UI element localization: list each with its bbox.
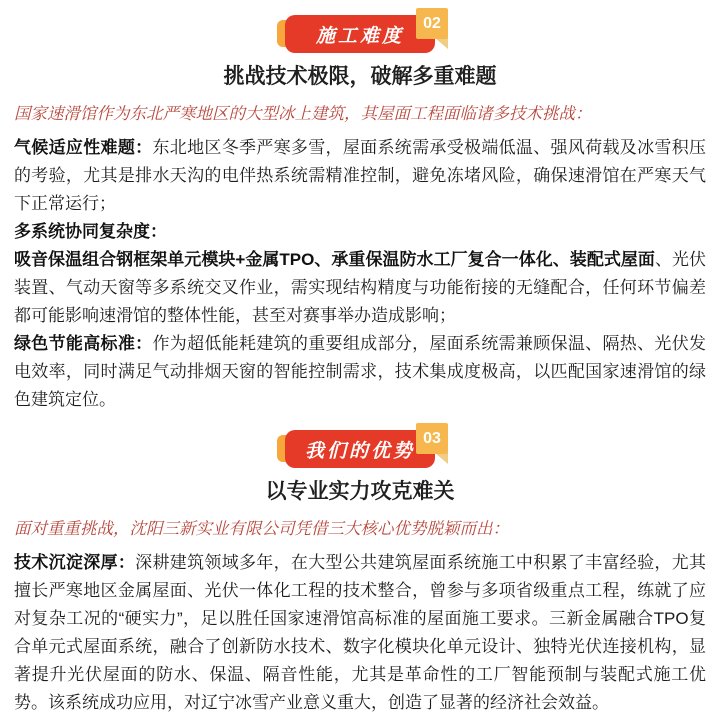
section-difficulty-badge-row	[0, 8, 720, 54]
section-difficulty-badge	[285, 14, 441, 54]
paragraph-green-text: 作为超低能耗建筑的重要组成部分，屋面系统需兼顾保温、隔热、光伏发电效率，同时满足气动排烟天窗的智能控制需求，技术集成度极高，以匹配国家速滑馆的绿色建筑定位。	[14, 334, 707, 409]
section-advantage-badge-row	[0, 423, 720, 469]
paragraph-climate	[14, 134, 706, 218]
paragraph-tech-lead: 技术沉淀深厚：	[14, 553, 136, 572]
section-badge-label: 施工难度	[285, 15, 435, 53]
section-difficulty-intro: 国家速滑馆作为东北严寒地区的大型冰上建筑，其屋面工程面临诸多技术挑战：	[14, 105, 592, 123]
paragraph-multisystem-title: 多系统协同复杂度：	[14, 222, 167, 241]
paragraph-green-lead: 绿色节能高标准：	[14, 334, 153, 353]
paragraph-multisystem-text: 、光伏装置、气动天窗等多系统交叉作业，需实现结构精度与功能衔接的无缝配合，任何环节偏差都可能影响速滑馆的整体性能，甚至对赛事举办造成影响；	[14, 250, 707, 325]
section-advantage-body	[0, 549, 720, 717]
paragraph-multisystem	[14, 246, 706, 330]
paragraph-climate-lead: 气候适应性难题：	[14, 138, 153, 157]
article-page	[0, 8, 720, 721]
paragraph-green-standard	[14, 330, 706, 414]
section-number-badge: 02	[416, 8, 448, 39]
badge-fold-shape	[435, 38, 448, 49]
badge-fold-shape	[435, 453, 448, 464]
section-badge-label: 我们的优势	[285, 430, 435, 468]
paragraph-tech-experience	[14, 549, 706, 717]
paragraph-climate-text: 东北地区冬季严寒多雪，屋面系统需承受极端低温、强风荷载及冰雪积压的考验，尤其是排水天沟的电伴热系统需精准控制，避免冻堵风险，确保速滑馆在严寒天气下正常运行；	[14, 138, 707, 213]
section-difficulty-heading: 挑战技术极限，破解多重难题	[223, 65, 497, 88]
section-number-badge: 03	[416, 423, 448, 454]
section-difficulty-body	[0, 134, 720, 414]
section-advantage-badge	[285, 429, 441, 469]
paragraph-multisystem-lead: 吸音保温组合钢框架单元模块+金属TPO、承重保温防水工厂复合一体化、装配式屋面	[14, 250, 655, 269]
section-advantage-intro: 面对重重挑战，沈阳三新实业有限公司凭借三大核心优势脱颖而出：	[14, 520, 509, 538]
paragraph-tech-text: 深耕建筑领域多年，在大型公共建筑屋面系统施工中积累了丰富经验，尤其擅长严寒地区金属屋面、光伏一体化工程的技术整合，曾参与多项省级重点工程，练就了应对复杂工况的“硬实力”，足以胜任国家速滑馆高标准的屋面施工要求。三新金属融合TPO复合单元式屋面系统，融合了创新防水技术、数字化模块化单元设计、独特光伏连接机构，显著提升光伏屋面的防水、保温、隔音性能，尤其是革命性的工厂智能预制与装配式施工优势。该系统成功应用，对辽宁冰雪产业意义重大，创造了显著的经济社会效益。	[14, 553, 707, 712]
section-advantage-heading: 以专业实力攻克难关	[265, 480, 455, 503]
